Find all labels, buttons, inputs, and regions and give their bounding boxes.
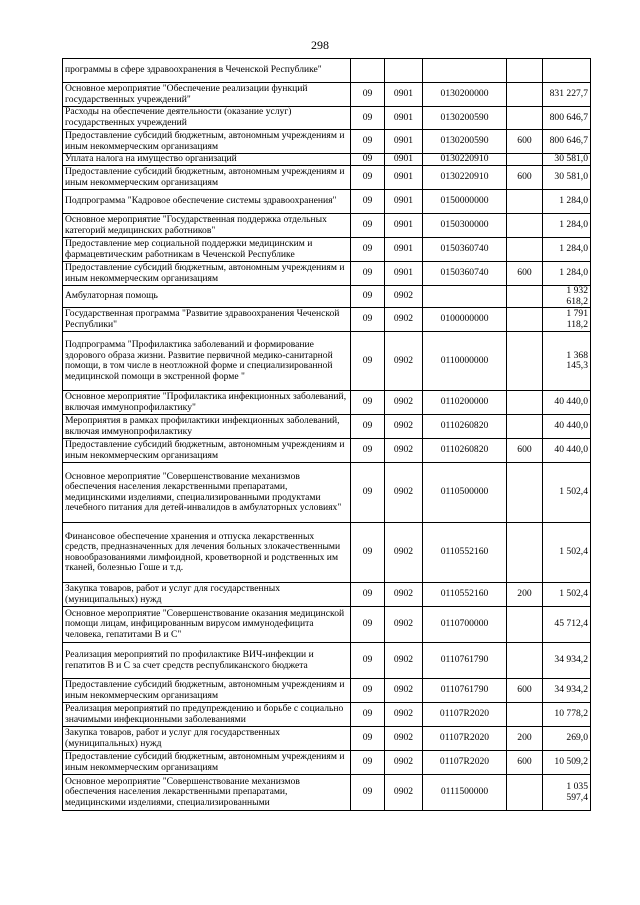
row-name: Закупка товаров, работ и услуг для государственных (муниципальных) нужд	[63, 727, 351, 751]
row-expense-type-code: 200	[507, 727, 543, 751]
row-name: Основное мероприятие "Совершенствование механизмов обеспечения населения лекарственными препаратами, медицинскими изделиями, специализированными продуктами лечебного питания для детей-инвалидов в амбулаторных условиях"	[63, 463, 351, 523]
row-section-code	[351, 59, 385, 83]
table-row	[63, 643, 591, 679]
row-subsection-code: 0902	[385, 775, 423, 811]
row-amount: 1 284,0	[543, 214, 591, 238]
row-expense-type-code	[507, 703, 543, 727]
table-row	[63, 286, 591, 308]
row-subsection-code: 0902	[385, 679, 423, 703]
row-section-code: 09	[351, 463, 385, 523]
table-row	[63, 523, 591, 583]
row-amount: 800 646,7	[543, 130, 591, 154]
table-row	[63, 308, 591, 332]
row-name: Закупка товаров, работ и услуг для государственных (муниципальных) нужд	[63, 583, 351, 607]
row-expense-type-code: 600	[507, 751, 543, 775]
row-amount: 1 284,0	[543, 262, 591, 286]
row-amount: 40 440,0	[543, 391, 591, 415]
row-section-code: 09	[351, 308, 385, 332]
row-expense-type-code: 600	[507, 166, 543, 190]
row-subsection-code: 0902	[385, 643, 423, 679]
row-name: Амбулаторная помощь	[63, 286, 351, 308]
row-section-code: 09	[351, 439, 385, 463]
row-name: Предоставление субсидий бюджетным, автономным учреждениям и иным некоммерческим организациям	[63, 751, 351, 775]
row-target-article-code	[423, 59, 507, 83]
row-expense-type-code	[507, 286, 543, 308]
row-expense-type-code	[507, 332, 543, 391]
row-amount: 30 581,0	[543, 166, 591, 190]
row-target-article-code: 0150360740	[423, 238, 507, 262]
row-expense-type-code	[507, 643, 543, 679]
row-name: Реализация мероприятий по предупреждению и борьбе с социально значимыми инфекционными заболеваниями	[63, 703, 351, 727]
row-target-article-code: 0130200590	[423, 107, 507, 130]
row-target-article-code: 0111500000	[423, 775, 507, 811]
row-amount: 269,0	[543, 727, 591, 751]
row-subsection-code: 0902	[385, 439, 423, 463]
row-expense-type-code	[507, 463, 543, 523]
row-subsection-code: 0902	[385, 391, 423, 415]
row-section-code: 09	[351, 214, 385, 238]
row-target-article-code: 0150300000	[423, 214, 507, 238]
row-name: Предоставление субсидий бюджетным, автономным учреждениям и иным некоммерческим организациям	[63, 130, 351, 154]
row-name: Государственная программа "Развитие здравоохранения Чеченской Республики"	[63, 308, 351, 332]
row-name: Подпрограмма "Профилактика заболеваний и формирование здорового образа жизни. Развитие первичной медико-санитарной помощи, в том числе в неотложной форме и специализированной медицинской помощи в экстренной форме "	[63, 332, 351, 391]
row-section-code: 09	[351, 643, 385, 679]
row-subsection-code: 0902	[385, 703, 423, 727]
row-target-article-code: 0110761790	[423, 643, 507, 679]
row-section-code: 09	[351, 166, 385, 190]
table-row	[63, 332, 591, 391]
row-target-article-code: 01107R2020	[423, 727, 507, 751]
row-subsection-code	[385, 59, 423, 83]
row-subsection-code: 0902	[385, 415, 423, 439]
row-section-code: 09	[351, 679, 385, 703]
row-subsection-code: 0901	[385, 214, 423, 238]
table-row	[63, 262, 591, 286]
row-expense-type-code	[507, 415, 543, 439]
table-row	[63, 130, 591, 154]
row-expense-type-code	[507, 775, 543, 811]
row-target-article-code: 0110700000	[423, 607, 507, 643]
row-target-article-code: 01107R2020	[423, 751, 507, 775]
table-row	[63, 583, 591, 607]
row-amount: 1 502,4	[543, 463, 591, 523]
row-amount: 40 440,0	[543, 415, 591, 439]
row-expense-type-code: 600	[507, 262, 543, 286]
page-number: 298	[311, 38, 329, 52]
row-expense-type-code: 600	[507, 130, 543, 154]
row-name: Предоставление субсидий бюджетным, автономным учреждениям и иным некоммерческим организациям	[63, 679, 351, 703]
row-section-code: 09	[351, 727, 385, 751]
row-amount	[543, 59, 591, 83]
row-name: Подпрограмма "Кадровое обеспечение системы здравоохранения"	[63, 190, 351, 214]
row-amount: 1 284,0	[543, 190, 591, 214]
row-section-code: 09	[351, 583, 385, 607]
row-name: Финансовое обеспечение хранения и отпуска лекарственных средств, предназначенных для лечения больных злокачественными новообразованиями лимфоидной, кроветворной и родственных им тканей, болезнью Гоше и т.д.	[63, 523, 351, 583]
row-amount: 1 284,0	[543, 238, 591, 262]
row-amount: 800 646,7	[543, 107, 591, 130]
row-expense-type-code	[507, 523, 543, 583]
row-target-article-code: 0130220910	[423, 154, 507, 166]
budget-table-body	[63, 59, 591, 811]
row-name: Предоставление субсидий бюджетным, автономным учреждениям и иным некоммерческим организациям	[63, 166, 351, 190]
row-name: Предоставление мер социальной поддержки медицинским и фармацевтическим работникам в Чеченской Республике	[63, 238, 351, 262]
row-target-article-code	[423, 286, 507, 308]
row-subsection-code: 0902	[385, 583, 423, 607]
row-name: Основное мероприятие "Совершенствование механизмов обеспечения населения лекарственными препаратами, медицинскими изделиями, специализированными	[63, 775, 351, 811]
table-row	[63, 679, 591, 703]
row-expense-type-code	[507, 83, 543, 107]
row-target-article-code: 0110000000	[423, 332, 507, 391]
row-amount: 1 035 597,4	[543, 775, 591, 811]
table-row	[63, 154, 591, 166]
row-target-article-code: 0130200000	[423, 83, 507, 107]
row-name: Основное мероприятие "Профилактика инфекционных заболеваний, включая иммунопрофилактику"	[63, 391, 351, 415]
row-target-article-code: 0110552160	[423, 523, 507, 583]
row-name: Основное мероприятие "Обеспечение реализации функций государственных учреждений"	[63, 83, 351, 107]
row-target-article-code: 0110260820	[423, 439, 507, 463]
row-section-code: 09	[351, 607, 385, 643]
row-subsection-code: 0901	[385, 190, 423, 214]
row-expense-type-code	[507, 607, 543, 643]
row-subsection-code: 0901	[385, 262, 423, 286]
row-expense-type-code	[507, 190, 543, 214]
table-row	[63, 607, 591, 643]
row-target-article-code: 0150000000	[423, 190, 507, 214]
row-amount: 831 227,7	[543, 83, 591, 107]
row-target-article-code: 0110500000	[423, 463, 507, 523]
row-name: Реализация мероприятий по профилактике ВИЧ-инфекции и гепатитов В и С за счет средств республиканского бюджета	[63, 643, 351, 679]
row-name: Основное мероприятие "Совершенствование оказания медицинской помощи лицам, инфицированным вирусом иммунодефицита человека, гепатитами В и С"	[63, 607, 351, 643]
row-target-article-code: 0110260820	[423, 415, 507, 439]
row-subsection-code: 0902	[385, 308, 423, 332]
row-amount: 45 712,4	[543, 607, 591, 643]
row-subsection-code: 0902	[385, 751, 423, 775]
row-target-article-code: 0110552160	[423, 583, 507, 607]
row-amount: 1 502,4	[543, 583, 591, 607]
row-expense-type-code	[507, 391, 543, 415]
row-subsection-code: 0901	[385, 166, 423, 190]
row-target-article-code: 0100000000	[423, 308, 507, 332]
row-amount: 1 368 145,3	[543, 332, 591, 391]
row-name: Расходы на обеспечение деятельности (оказание услуг) государственных учреждений	[63, 107, 351, 130]
row-subsection-code: 0902	[385, 523, 423, 583]
row-target-article-code: 01107R2020	[423, 703, 507, 727]
row-section-code: 09	[351, 523, 385, 583]
row-target-article-code: 0130220910	[423, 166, 507, 190]
row-section-code: 09	[351, 286, 385, 308]
table-row	[63, 107, 591, 130]
row-expense-type-code	[507, 238, 543, 262]
row-section-code: 09	[351, 238, 385, 262]
row-section-code: 09	[351, 391, 385, 415]
row-subsection-code: 0901	[385, 154, 423, 166]
table-row	[63, 727, 591, 751]
row-section-code: 09	[351, 190, 385, 214]
row-amount: 40 440,0	[543, 439, 591, 463]
table-row	[63, 83, 591, 107]
row-name: Предоставление субсидий бюджетным, автономным учреждениям и иным некоммерческим организациям	[63, 439, 351, 463]
row-section-code: 09	[351, 130, 385, 154]
row-section-code: 09	[351, 415, 385, 439]
table-row	[63, 391, 591, 415]
table-row	[63, 775, 591, 811]
row-section-code: 09	[351, 775, 385, 811]
row-subsection-code: 0902	[385, 727, 423, 751]
row-subsection-code: 0901	[385, 130, 423, 154]
row-section-code: 09	[351, 107, 385, 130]
row-amount: 34 934,2	[543, 679, 591, 703]
row-amount: 1 791 118,2	[543, 308, 591, 332]
row-expense-type-code	[507, 214, 543, 238]
row-expense-type-code	[507, 308, 543, 332]
row-target-article-code: 0130200590	[423, 130, 507, 154]
row-section-code: 09	[351, 154, 385, 166]
row-subsection-code: 0901	[385, 83, 423, 107]
table-row	[63, 415, 591, 439]
row-expense-type-code: 600	[507, 679, 543, 703]
row-amount: 1 502,4	[543, 523, 591, 583]
row-subsection-code: 0902	[385, 463, 423, 523]
table-row	[63, 59, 591, 83]
table-row	[63, 703, 591, 727]
row-name: Предоставление субсидий бюджетным, автономным учреждениям и иным некоммерческим организациям	[63, 262, 351, 286]
table-row	[63, 190, 591, 214]
row-expense-type-code	[507, 59, 543, 83]
row-section-code: 09	[351, 703, 385, 727]
row-name: программы в сфере здравоохранения в Чеченской Республике"	[63, 59, 351, 83]
row-name: Основное мероприятие "Государственная поддержка отдельных категорий медицинских работников"	[63, 214, 351, 238]
row-amount: 10 778,2	[543, 703, 591, 727]
budget-table	[62, 58, 591, 811]
row-target-article-code: 0110200000	[423, 391, 507, 415]
row-section-code: 09	[351, 262, 385, 286]
row-name: Уплата налога на имущество организаций	[63, 154, 351, 166]
row-section-code: 09	[351, 332, 385, 391]
row-name: Мероприятия в рамках профилактики инфекционных заболеваний, включая иммунопрофилактику	[63, 415, 351, 439]
table-row	[63, 214, 591, 238]
row-amount: 1 932 618,2	[543, 286, 591, 308]
table-row	[63, 439, 591, 463]
row-subsection-code: 0901	[385, 238, 423, 262]
row-subsection-code: 0902	[385, 607, 423, 643]
row-expense-type-code: 200	[507, 583, 543, 607]
row-amount: 34 934,2	[543, 643, 591, 679]
row-section-code: 09	[351, 83, 385, 107]
row-target-article-code: 0150360740	[423, 262, 507, 286]
row-amount: 30 581,0	[543, 154, 591, 166]
table-row	[63, 238, 591, 262]
row-subsection-code: 0901	[385, 107, 423, 130]
row-expense-type-code: 600	[507, 439, 543, 463]
table-row	[63, 463, 591, 523]
row-subsection-code: 0902	[385, 286, 423, 308]
row-subsection-code: 0902	[385, 332, 423, 391]
table-row	[63, 751, 591, 775]
row-amount: 10 509,2	[543, 751, 591, 775]
row-expense-type-code	[507, 107, 543, 130]
row-expense-type-code	[507, 154, 543, 166]
row-section-code: 09	[351, 751, 385, 775]
row-target-article-code: 0110761790	[423, 679, 507, 703]
table-row	[63, 166, 591, 190]
